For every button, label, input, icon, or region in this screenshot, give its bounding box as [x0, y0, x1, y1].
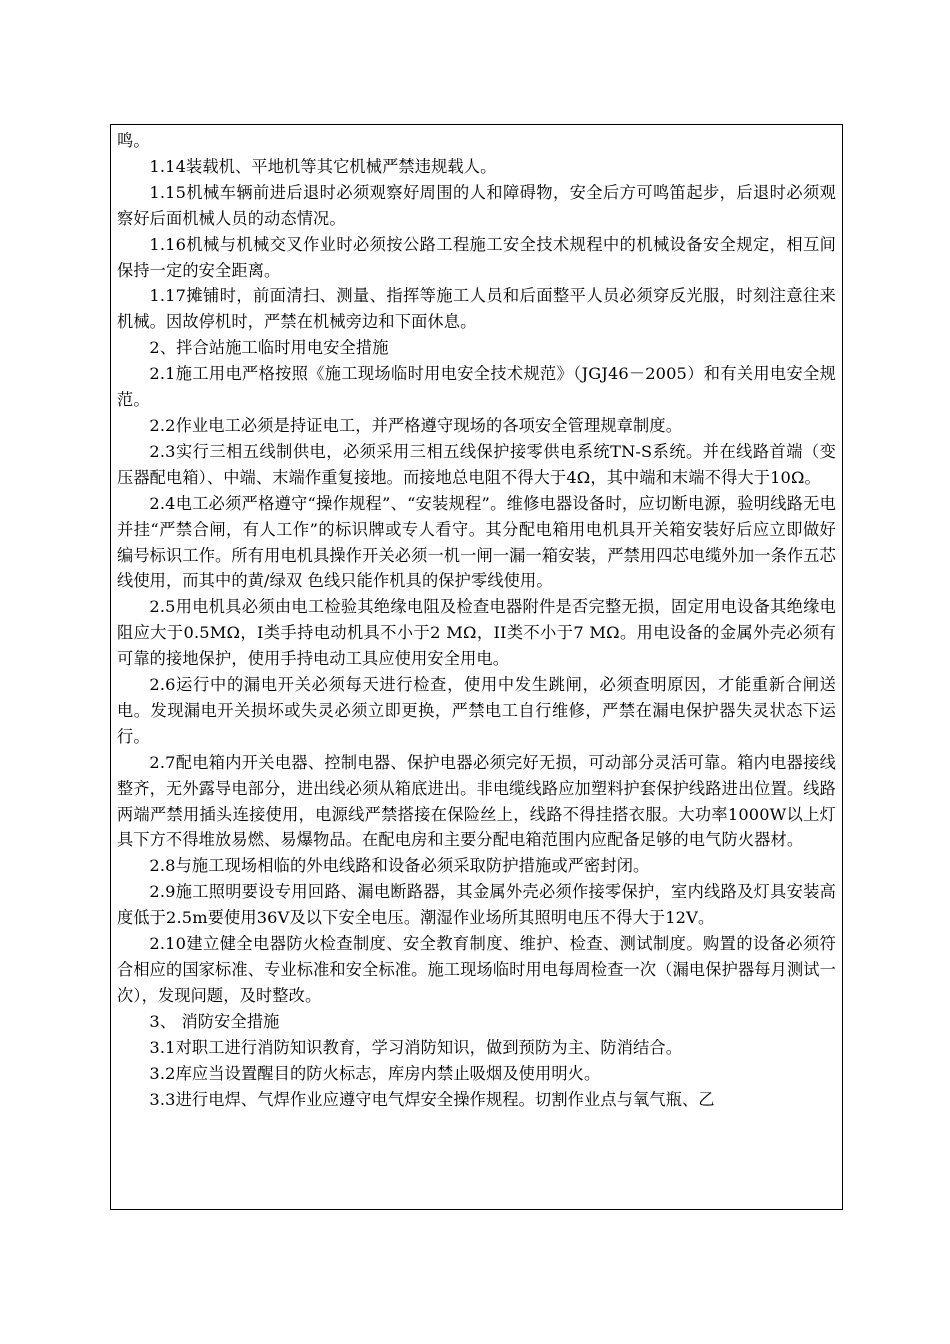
paragraph: 2.6运行中的漏电开关必须每天进行检查，使用中发生跳闸，必须查明原因，才能重新合闸送电。发现漏电开关损坏或失灵必须立即更换，严禁电工自行维修，严禁在漏电保护器失灵状态下运行。 — [117, 675, 836, 746]
paragraph: 3.3进行电焊、气焊作业应遵守电气焊安全操作规程。切割作业点与氧气瓶、乙 — [149, 1089, 715, 1109]
paragraph: 1.16机械与机械交叉作业时必须按公路工程施工安全技术规程中的机械设备安全规定，相互间保持一定的安全距离。 — [117, 234, 836, 280]
paragraph: 2.7配电箱内开关电器、控制电器、保护电器必须完好无损，可动部分灵活可靠。箱内电器接线整齐，无外露导电部分，进出线必须从箱底进出。非电缆线路应加塑料护套保护线路进出位置。线路两端严禁用插头连接使用，电源线严禁搭接在保险丝上，线路不得挂搭衣服。大功率1000W以上灯具下方不得堆放易燃、易爆物品。在配电房和主要分配电箱范围内应配备足够的电气防火器材。 — [117, 752, 836, 850]
paragraph: 3.2库应当设置醒目的防火标志，库房内禁止吸烟及使用明火。 — [149, 1063, 601, 1083]
paragraph: 2、拌合站施工临时用电安全措施 — [149, 338, 389, 358]
paragraph: 1.17摊铺时，前面清扫、测量、指挥等施工人员和后面整平人员必须穿反光服，时刻注意往来机械。因故停机时，严禁在机械旁边和下面休息。 — [117, 286, 836, 332]
paragraph: 3.1对职工进行消防知识教育，学习消防知识，做到预防为主、防消结合。 — [149, 1037, 683, 1057]
document-body — [117, 128, 836, 1112]
paragraph: 2.3实行三相五线制供电，必须采用三相五线保护接零供电系统TN-S系统。并在线路首端（变压器配电箱）、中端、末端作重复接地。而接地总电阻不得大于4Ω，其中端和末端不得大于10Ω。 — [117, 441, 836, 487]
paragraph: 2.1施工用电严格按照《施工现场临时用电安全技术规范》（JGJ46－2005）和有关用电安全规范。 — [117, 364, 836, 410]
paragraph: 2.9施工照明要设专用回路、漏电断路器，其金属外壳必须作接零保护，室内线路及灯具安装高度低于2.5m要使用36V及以下安全电压。潮湿作业场所其照明电压不得大于12V。 — [117, 882, 836, 928]
paragraph: 2.8与施工现场相临的外电线路和设备必须采取防护措施或严密封闭。 — [149, 856, 650, 876]
paragraph: 2.5用电机具必须由电工检验其绝缘电阻及检查电器附件是否完整无损，固定用电设备其绝缘电阻应大于0.5MΩ，I类手持电动机具不小于2 MΩ，II类不小于7 MΩ。用电设备的金属外壳必须有可靠的接地保护，使用手持电动工具应使用安全用电。 — [117, 597, 836, 669]
paragraph: 2.2作业电工必须是持证电工，并严格遵守现场的各项安全管理规章制度。 — [149, 415, 683, 435]
paragraph: 1.15机械车辆前进后退时必须观察好周围的人和障碍物，安全后方可鸣笛起步，后退时必须观察好后面机械人员的动态情况。 — [117, 182, 836, 228]
paragraph: 1.14装载机、平地机等其它机械严禁违规载人。 — [149, 156, 497, 176]
paragraph: 2.4电工必须严格遵守“操作规程”、“安装规程”。维修电器设备时，应切断电源，验明线路无电并挂“严禁合闸，有人工作”的标识牌或专人看守。其分配电箱用电机具开关箱安装好后应立即做好编号标识工作。所有用电机具操作开关必须一机一闸一漏一箱安装，严禁用四芯电缆外加一条作五芯线使用，而其中的黄/绿双 色线只能作机具的保护零线使用。 — [117, 493, 836, 591]
document-frame — [110, 124, 843, 1210]
paragraph: 2.10建立健全电器防火检查制度、安全教育制度、维护、检查、测试制度。购置的设备必须符合相应的国家标准、专业标准和安全标准。施工现场临时用电每周检查一次（漏电保护器每月测试一次），发现问题，及时整改。 — [117, 934, 836, 1005]
paragraph: 3、 消防安全措施 — [149, 1011, 280, 1031]
paragraph: 鸣。 — [117, 131, 150, 150]
